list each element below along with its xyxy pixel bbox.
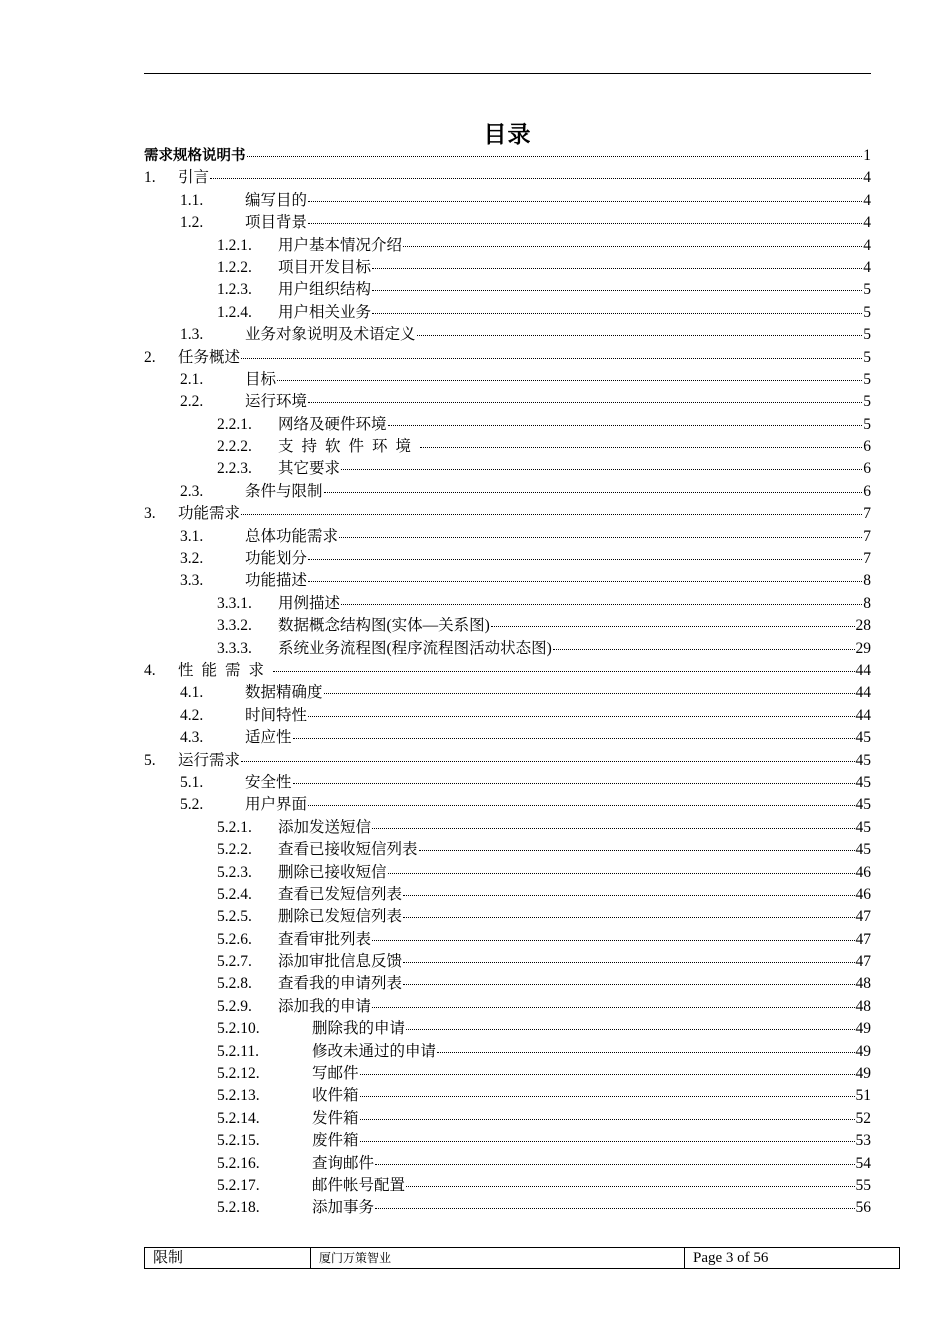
footer-company: 厦门万策智业	[311, 1248, 685, 1268]
toc-entry-title: 用例描述	[278, 594, 341, 612]
toc-leader-dots	[324, 492, 863, 493]
toc-leader-dots	[437, 1052, 854, 1053]
toc-entry-number: 2.2.2.	[217, 438, 252, 456]
toc-entry-title: 废件箱	[312, 1132, 359, 1150]
toc-entry-page: 1	[863, 147, 871, 164]
toc-entry-title: 性能需求	[178, 661, 273, 679]
toc-entry-number: 4.3.	[180, 729, 204, 747]
toc-leader-dots	[210, 178, 862, 179]
toc-entry-title: 目标	[245, 370, 277, 388]
toc-leader-dots	[247, 156, 863, 157]
toc-entry-page: 51	[855, 1087, 871, 1105]
toc-entry[interactable]	[144, 257, 871, 279]
toc-entry-page: 6	[863, 438, 871, 456]
toc-entry-page: 5	[863, 303, 871, 321]
toc-entry-title: 时间特性	[245, 706, 308, 724]
footer-page-number: Page 3 of 56	[693, 1250, 769, 1266]
toc-entry[interactable]	[144, 839, 871, 861]
toc-entry-title: 其它要求	[278, 460, 341, 478]
toc-entry[interactable]	[144, 458, 871, 480]
toc-entry-number: 2.	[144, 348, 156, 366]
toc-entry-page: 5	[863, 393, 871, 411]
toc-entry-number: 2.1.	[180, 370, 204, 388]
toc-leader-dots	[388, 873, 855, 874]
toc-leader-dots	[308, 805, 854, 806]
toc-entry-number: 5.2.12.	[217, 1065, 260, 1083]
toc-entry-title: 查看审批列表	[278, 930, 372, 948]
toc-entry-page: 5	[863, 281, 871, 299]
toc-entry[interactable]	[144, 906, 871, 928]
toc-entry[interactable]	[144, 570, 871, 592]
toc-entry-page: 52	[855, 1109, 871, 1127]
toc-entry-title: 用户相关业务	[278, 303, 372, 321]
toc-entry-page: 7	[863, 505, 871, 523]
toc-leader-dots	[372, 313, 862, 314]
toc-entry-title: 网络及硬件环境	[278, 415, 387, 433]
toc-entry-page: 7	[863, 550, 871, 568]
toc-entry-title: 添加事务	[312, 1199, 375, 1217]
toc-entry-number: 5.2.18.	[217, 1199, 260, 1217]
toc-entry-title: 收件箱	[312, 1087, 359, 1105]
toc-entry-title: 添加我的申请	[278, 997, 372, 1015]
toc-leader-dots	[277, 380, 862, 381]
toc-entry-page: 46	[855, 863, 871, 881]
toc-entry-page: 4	[863, 236, 871, 254]
toc-leader-dots	[241, 358, 862, 359]
toc-entry-page: 45	[855, 751, 871, 769]
toc-leader-dots	[553, 649, 855, 650]
toc-entry-number: 5.2.6.	[217, 930, 252, 948]
toc-leader-dots	[375, 1208, 854, 1209]
toc-entry-title: 需求规格说明书	[144, 148, 246, 164]
toc-entry[interactable]	[144, 973, 871, 995]
toc-entry-number: 5.2.2.	[217, 841, 252, 859]
toc-entry[interactable]	[144, 1085, 871, 1107]
toc-entry[interactable]	[144, 862, 871, 884]
toc-entry-page: 45	[855, 729, 871, 747]
header-rule	[144, 73, 871, 74]
footer-classification: 限制	[145, 1248, 311, 1268]
toc-leader-dots	[403, 246, 862, 247]
toc-entry-page: 53	[855, 1132, 871, 1150]
toc-entry-title: 数据概念结构图(实体—关系图)	[278, 617, 490, 635]
toc-entry-number: 3.1.	[180, 527, 204, 545]
toc-entry-title: 业务对象说明及术语定义	[245, 326, 416, 344]
toc-entry-title: 删除已发短信列表	[278, 908, 403, 926]
toc-entry-title: 适应性	[245, 729, 292, 747]
toc-entry[interactable]	[144, 638, 871, 660]
toc-entry-number: 5.2.13.	[217, 1087, 260, 1105]
table-of-contents	[144, 145, 871, 1220]
toc-leader-dots	[360, 1096, 855, 1097]
toc-leader-dots	[417, 335, 863, 336]
toc-leader-dots	[241, 761, 854, 762]
toc-entry-title: 用户界面	[245, 796, 308, 814]
toc-entry-page: 49	[855, 1042, 871, 1060]
toc-entry[interactable]	[144, 503, 871, 525]
toc-entry-number: 5.2.17.	[217, 1176, 260, 1194]
toc-leader-dots	[403, 984, 854, 985]
toc-leader-dots	[324, 693, 855, 694]
toc-entry-page: 49	[855, 1020, 871, 1038]
toc-entry-number: 3.2.	[180, 550, 204, 568]
toc-entry-title: 邮件帐号配置	[312, 1176, 406, 1194]
toc-entry-number: 5.2.7.	[217, 953, 252, 971]
page-footer	[144, 1247, 900, 1269]
toc-leader-dots	[339, 537, 862, 538]
toc-entry-page: 48	[855, 975, 871, 993]
toc-entry-page: 45	[855, 818, 871, 836]
toc-entry-number: 5.2.3.	[217, 863, 252, 881]
toc-entry-title: 功能描述	[245, 572, 308, 590]
toc-entry-page: 54	[855, 1154, 871, 1172]
toc-entry[interactable]	[144, 302, 871, 324]
toc-entry[interactable]	[144, 951, 871, 973]
toc-entry-title: 查看我的申请列表	[278, 975, 403, 993]
toc-entry[interactable]	[144, 1041, 871, 1063]
toc-entry-page: 44	[855, 706, 871, 724]
toc-entry[interactable]	[144, 369, 871, 391]
toc-entry-page: 47	[855, 908, 871, 926]
toc-entry-title: 引言	[178, 169, 210, 187]
toc-entry-number: 2.2.1.	[217, 415, 252, 433]
toc-entry-number: 4.2.	[180, 706, 204, 724]
toc-entry[interactable]	[144, 414, 871, 436]
toc-entry-title: 用户组织结构	[278, 281, 372, 299]
toc-entry[interactable]	[144, 526, 871, 548]
toc-entry-page: 6	[863, 482, 871, 500]
toc-leader-dots	[308, 559, 862, 560]
toc-entry-page: 5	[863, 370, 871, 388]
toc-entry[interactable]	[144, 996, 871, 1018]
toc-entry[interactable]	[144, 436, 871, 458]
toc-entry-title: 写邮件	[312, 1065, 359, 1083]
toc-entry-page: 5	[863, 348, 871, 366]
toc-entry-page: 8	[863, 572, 871, 590]
toc-leader-dots	[372, 940, 854, 941]
toc-entry-number: 4.	[144, 661, 156, 679]
toc-entry-page: 44	[855, 661, 871, 679]
toc-entry-number: 5.2.14.	[217, 1109, 260, 1127]
toc-entry[interactable]	[144, 682, 871, 704]
toc-entry-page: 5	[863, 326, 871, 344]
toc-entry[interactable]	[144, 593, 871, 615]
toc-entry-number: 5.2.	[180, 796, 204, 814]
toc-leader-dots	[372, 268, 862, 269]
toc-entry-page: 48	[855, 997, 871, 1015]
toc-entry-number: 2.2.3.	[217, 460, 252, 478]
toc-leader-dots	[308, 402, 862, 403]
toc-entry[interactable]	[144, 817, 871, 839]
toc-entry-title: 查看已接收短信列表	[278, 841, 418, 859]
toc-entry-number: 1.	[144, 169, 156, 187]
toc-entry[interactable]	[144, 1130, 871, 1152]
toc-leader-dots	[372, 290, 862, 291]
toc-leader-dots	[308, 716, 854, 717]
toc-leader-dots	[360, 1119, 855, 1120]
toc-entry-title: 功能划分	[245, 550, 308, 568]
toc-entry-page: 4	[863, 191, 871, 209]
toc-entry-number: 1.2.	[180, 214, 204, 232]
toc-entry-number: 5.2.11.	[217, 1042, 260, 1060]
toc-leader-dots	[308, 581, 862, 582]
toc-entry[interactable]	[144, 1175, 871, 1197]
toc-entry-page: 4	[863, 169, 871, 187]
toc-leader-dots	[293, 738, 855, 739]
toc-entry-page: 55	[855, 1176, 871, 1194]
toc-entry[interactable]	[144, 324, 871, 346]
toc-entry-page: 4	[863, 214, 871, 232]
toc-entry-title: 功能需求	[178, 505, 241, 523]
toc-entry-number: 3.3.2.	[217, 617, 252, 635]
toc-entry-number: 5.2.5.	[217, 908, 252, 926]
toc-entry-number: 5.2.4.	[217, 885, 252, 903]
toc-entry[interactable]	[144, 750, 871, 772]
toc-entry-title: 条件与限制	[245, 482, 323, 500]
toc-entry[interactable]	[144, 481, 871, 503]
toc-leader-dots	[388, 425, 863, 426]
toc-entry-number: 5.	[144, 751, 156, 769]
toc-entry-page: 29	[855, 639, 871, 657]
toc-entry-title: 数据精确度	[245, 684, 323, 702]
toc-entry-number: 3.	[144, 505, 156, 523]
toc-entry-page: 44	[855, 684, 871, 702]
toc-entry[interactable]	[144, 772, 871, 794]
toc-entry-page: 45	[855, 796, 871, 814]
toc-entry-number: 5.2.1.	[217, 818, 252, 836]
toc-entry-title: 删除我的申请	[312, 1020, 406, 1038]
toc-leader-dots	[341, 604, 862, 605]
toc-entry-number: 5.1.	[180, 773, 204, 791]
toc-entry[interactable]	[144, 1153, 871, 1175]
toc-entry-number: 1.2.3.	[217, 281, 252, 299]
toc-entry-page: 8	[863, 594, 871, 612]
toc-entry-title: 编写目的	[245, 191, 308, 209]
toc-entry-page: 6	[863, 460, 871, 478]
toc-entry-title: 运行需求	[178, 751, 241, 769]
toc-leader-dots	[372, 828, 854, 829]
toc-entry[interactable]	[144, 660, 871, 682]
toc-entry[interactable]	[144, 347, 871, 369]
toc-leader-dots	[406, 1186, 854, 1187]
toc-entry-number: 1.1.	[180, 191, 204, 209]
toc-entry-number: 3.3.	[180, 572, 204, 590]
toc-entry[interactable]	[144, 212, 871, 234]
toc-entry-title: 查看已发短信列表	[278, 885, 403, 903]
toc-entry[interactable]	[144, 1063, 871, 1085]
toc-entry-page: 5	[863, 415, 871, 433]
toc-leader-dots	[372, 1007, 854, 1008]
toc-entry-number: 1.2.1.	[217, 236, 252, 254]
toc-entry-number: 1.3.	[180, 326, 204, 344]
toc-entry-page: 49	[855, 1065, 871, 1083]
toc-entry-title: 系统业务流程图(程序流程图活动状态图)	[278, 639, 552, 657]
toc-leader-dots	[360, 1074, 855, 1075]
toc-leader-dots	[273, 671, 854, 672]
toc-entry-number: 1.2.4.	[217, 303, 252, 321]
toc-leader-dots	[308, 223, 862, 224]
toc-entry-number: 2.2.	[180, 393, 204, 411]
toc-leader-dots	[491, 626, 855, 627]
toc-entry[interactable]	[144, 145, 871, 167]
toc-entry-number: 5.2.8.	[217, 975, 252, 993]
toc-entry[interactable]	[144, 1018, 871, 1040]
toc-entry-page: 56	[855, 1199, 871, 1217]
toc-entry-number: 3.3.3.	[217, 639, 252, 657]
toc-leader-dots	[406, 1029, 854, 1030]
toc-leader-dots	[241, 514, 862, 515]
toc-entry[interactable]	[144, 167, 871, 189]
toc-entry-page: 45	[855, 841, 871, 859]
toc-entry-title: 添加审批信息反馈	[278, 953, 403, 971]
toc-entry-number: 1.2.2.	[217, 258, 252, 276]
toc-entry-number: 5.2.15.	[217, 1132, 260, 1150]
toc-entry-title: 发件箱	[312, 1109, 359, 1127]
toc-entry[interactable]	[144, 794, 871, 816]
toc-entry-number: 3.3.1.	[217, 594, 252, 612]
toc-entry-number: 5.2.10.	[217, 1020, 260, 1038]
toc-entry-page: 4	[863, 258, 871, 276]
toc-leader-dots	[360, 1141, 855, 1142]
toc-entry-title: 查询邮件	[312, 1154, 375, 1172]
toc-entry[interactable]	[144, 235, 871, 257]
toc-leader-dots	[375, 1164, 854, 1165]
toc-entry[interactable]	[144, 615, 871, 637]
toc-entry-number: 4.1.	[180, 684, 204, 702]
toc-leader-dots	[403, 962, 854, 963]
toc-leader-dots	[308, 201, 862, 202]
toc-entry-title: 安全性	[245, 773, 292, 791]
toc-entry-title: 总体功能需求	[245, 527, 339, 545]
toc-entry-page: 28	[855, 617, 871, 635]
toc-entry-title: 任务概述	[178, 348, 241, 366]
toc-leader-dots	[420, 447, 862, 448]
toc-entry[interactable]	[144, 929, 871, 951]
toc-entry[interactable]	[144, 548, 871, 570]
toc-entry-page: 45	[855, 773, 871, 791]
toc-leader-dots	[341, 469, 862, 470]
toc-entry-title: 用户基本情况介绍	[278, 236, 403, 254]
toc-leader-dots	[403, 917, 854, 918]
toc-leader-dots	[293, 783, 855, 784]
toc-entry[interactable]	[144, 391, 871, 413]
toc-entry-number: 5.2.16.	[217, 1154, 260, 1172]
toc-title: 目录	[483, 122, 532, 148]
toc-entry-title: 项目背景	[245, 214, 308, 232]
toc-entry-title: 运行环境	[245, 393, 308, 411]
toc-entry-title: 项目开发目标	[278, 258, 372, 276]
toc-entry[interactable]	[144, 1108, 871, 1130]
toc-entry-number: 5.2.9.	[217, 997, 252, 1015]
toc-leader-dots	[419, 850, 855, 851]
toc-entry[interactable]	[144, 705, 871, 727]
toc-entry-title: 添加发送短信	[278, 818, 372, 836]
toc-entry-page: 46	[855, 885, 871, 903]
toc-entry-page: 47	[855, 930, 871, 948]
toc-entry[interactable]	[144, 279, 871, 301]
toc-entry[interactable]	[144, 190, 871, 212]
toc-entry[interactable]	[144, 727, 871, 749]
toc-leader-dots	[403, 895, 854, 896]
toc-entry-number: 2.3.	[180, 482, 204, 500]
toc-entry-title: 支持软件环境	[278, 438, 420, 456]
toc-entry-page: 7	[863, 527, 871, 545]
toc-entry-title: 删除已接收短信	[278, 863, 387, 881]
toc-entry[interactable]	[144, 1197, 871, 1219]
toc-entry-title: 修改未通过的申请	[312, 1042, 437, 1060]
toc-entry-page: 47	[855, 953, 871, 971]
toc-entry[interactable]	[144, 884, 871, 906]
